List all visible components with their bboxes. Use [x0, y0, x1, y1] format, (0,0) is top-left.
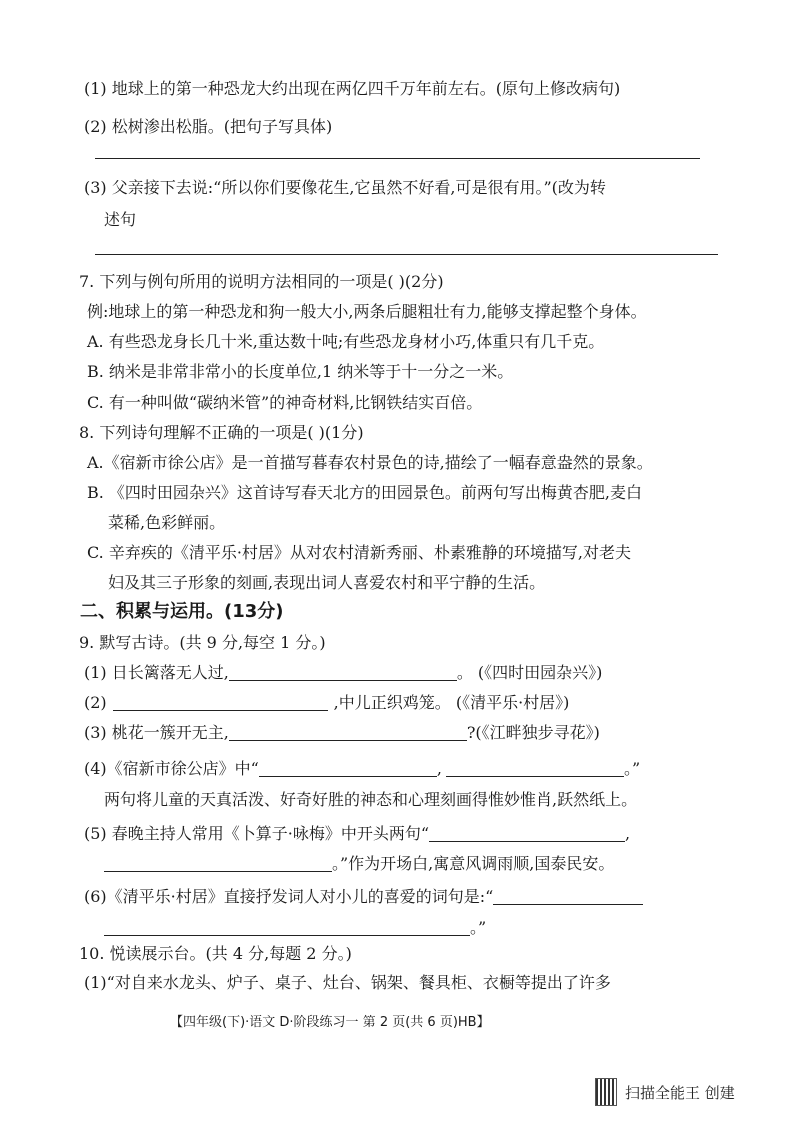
- q9-line6-prompt: (6)《清平乐·村居》直接抒发词人对小儿的喜爱的词句是:“: [84, 887, 494, 906]
- q6-item3-line2: 述句: [104, 210, 137, 229]
- q9-line5: [84, 823, 630, 845]
- q9-line1-prompt: (1) 日长篱落无人过,: [84, 663, 229, 682]
- q6-item2: (2) 松树渗出松脂。(把句子写具体): [84, 117, 333, 136]
- q8-option-c-line2: 妇及其三子形象的刻画,表现出词人喜爱农村和平宁静的生活。: [108, 573, 546, 592]
- q10-item1: (1)“对自来水龙头、炉子、桌子、灶台、锅架、餐具柜、衣橱等提出了许多: [84, 973, 611, 992]
- answer-line-q6-2[interactable]: [95, 158, 700, 159]
- q8-option-c-line1[interactable]: C. 辛弃疾的《清平乐·村居》从对农村清新秀丽、朴素雅静的环境描写,对老夫: [87, 543, 632, 562]
- q9-line5-prompt: (5) 春晚主持人常用《卜算子·咏梅》中开头两句“: [84, 824, 430, 843]
- q8-stem: 8. 下列诗句理解不正确的一项是( )(1分): [79, 423, 364, 442]
- q9-line3-prompt: (3) 桃花一簇开无主,: [84, 723, 229, 742]
- q9-line3-source: ?(《江畔独步寻花》): [466, 723, 600, 742]
- blank-q9-6b[interactable]: [104, 919, 470, 936]
- section-2-heading: 二、积累与运用。(13分): [80, 601, 284, 622]
- q9-line2: [84, 692, 569, 714]
- q9-line6: [84, 886, 643, 908]
- blank-q9-5a[interactable]: [429, 825, 625, 842]
- answer-line-q6-3[interactable]: [95, 254, 718, 255]
- q7-example: 例:地球上的第一种恐龙和狗一般大小,两条后腿粗壮有力,能够支撑起整个身体。: [87, 302, 647, 321]
- blank-q9-5b[interactable]: [104, 855, 332, 872]
- q6-item3-line1: (3) 父亲接下去说:“所以你们要像花生,它虽然不好看,可是很有用。”(改为转: [84, 178, 606, 197]
- blank-q9-6a[interactable]: [493, 888, 643, 905]
- blank-q9-3[interactable]: [229, 724, 467, 741]
- q9-line4-close: 。”: [623, 759, 641, 778]
- q9-line5-explanation: 。”作为开场白,寓意风调雨顺,国泰民安。: [332, 854, 615, 873]
- q9-line4: [84, 758, 640, 780]
- watermark-text: 扫描全能王 创建: [625, 1083, 735, 1102]
- q9-line4-prompt: (4)《宿新市徐公店》中“: [84, 759, 259, 778]
- q9-line3: [84, 722, 600, 744]
- blank-q9-1[interactable]: [229, 664, 457, 681]
- q9-line1: [84, 662, 602, 684]
- q6-item1: (1) 地球上的第一种恐龙大约出现在两亿四千万年前左右。(原句上修改病句): [84, 79, 621, 98]
- q9-line6-cont: [104, 917, 486, 939]
- q7-stem: 7. 下列与例句所用的说明方法相同的一项是( )(2分): [79, 272, 444, 291]
- q9-line5-comma: ,: [625, 824, 631, 843]
- qr-code-icon: [595, 1078, 617, 1106]
- blank-q9-4a[interactable]: [259, 760, 437, 777]
- q9-line4-comma: ,: [436, 759, 442, 778]
- q9-line2-prompt: (2): [84, 693, 107, 712]
- q7-option-b[interactable]: B. 纳米是非常非常小的长度单位,1 纳米等于十一分之一米。: [87, 362, 514, 381]
- q7-option-a[interactable]: A. 有些恐龙身长几十米,重达数十吨;有些恐龙身材小巧,体重只有几千克。: [87, 332, 605, 351]
- q9-line1-source: 。 (《四时田园杂兴》): [456, 663, 603, 682]
- q8-option-a[interactable]: A.《宿新市徐公店》是一首描写暮春农村景色的诗,描绘了一幅春意盎然的景象。: [87, 453, 653, 472]
- page-footer: 【四年级(下)·语文 D·阶段练习一 第 2 页(共 6 页)HB】: [170, 1015, 490, 1030]
- q7-option-c[interactable]: C. 有一种叫做“碳纳米管”的神奇材料,比钢铁结实百倍。: [87, 393, 483, 412]
- q9-line2-source: ,中儿正织鸡笼。 (《清平乐·村居》): [333, 693, 570, 712]
- q10-stem: 10. 悦读展示台。(共 4 分,每题 2 分。): [79, 944, 352, 963]
- q9-line4-explanation: 两句将儿童的天真活泼、好奇好胜的神态和心理刻画得惟妙惟肖,跃然纸上。: [104, 790, 638, 809]
- blank-q9-2[interactable]: [113, 694, 328, 711]
- q9-line5-cont: [104, 853, 614, 875]
- q9-stem: 9. 默写古诗。(共 9 分,每空 1 分。): [79, 633, 326, 652]
- q8-option-b-line2: 菜稀,色彩鲜丽。: [108, 513, 226, 532]
- q9-line6-close: 。”: [470, 918, 487, 937]
- q8-option-b-line1[interactable]: B. 《四时田园杂兴》这首诗写春天北方的田园景色。前两句写出梅黄杏肥,麦白: [87, 483, 643, 502]
- scanner-watermark: [595, 1078, 735, 1106]
- blank-q9-4b[interactable]: [446, 760, 624, 777]
